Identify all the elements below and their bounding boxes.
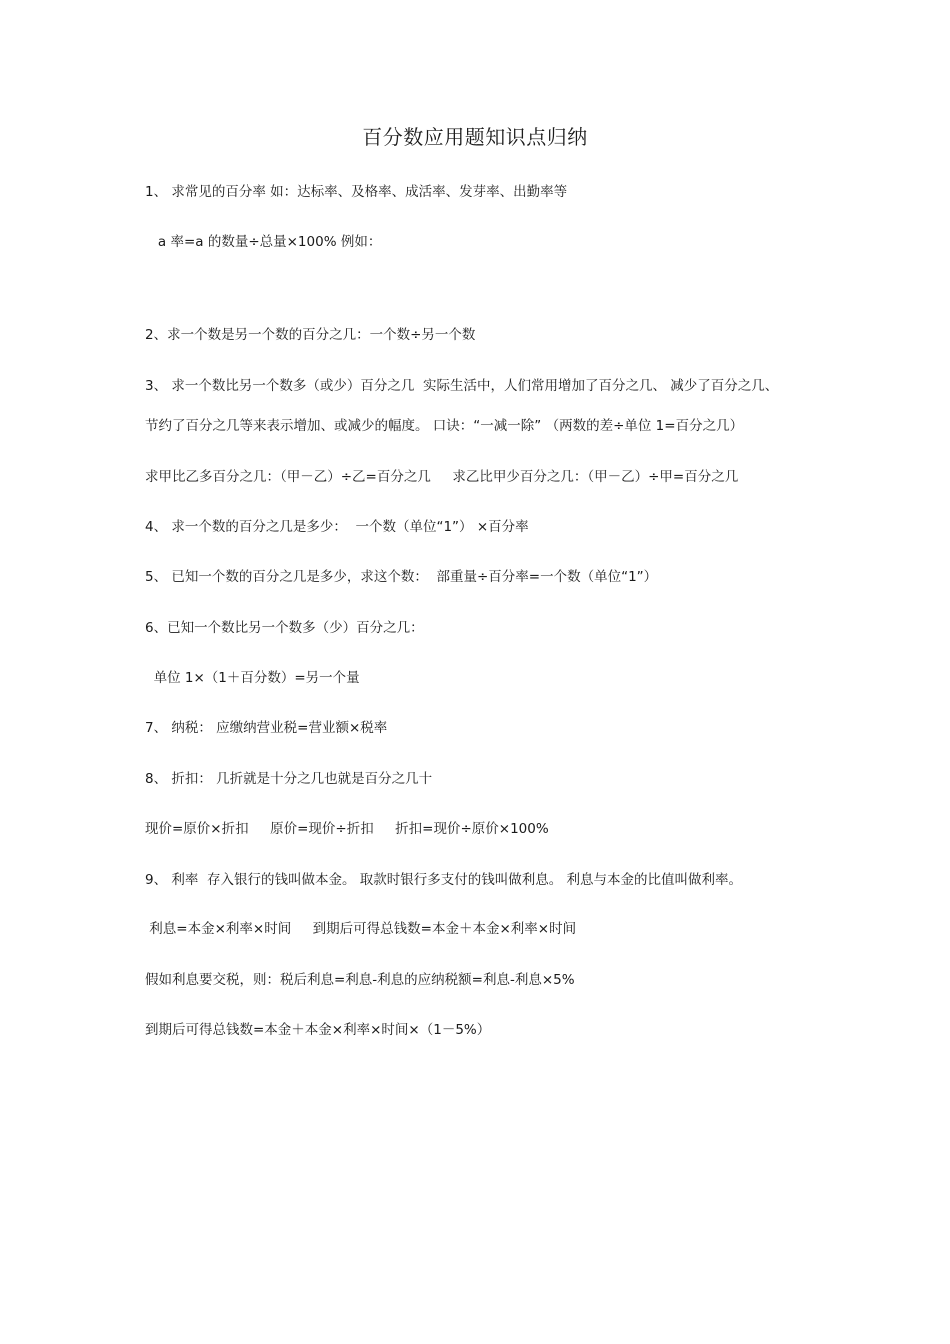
document-title: 百分数应用题知识点归纳 [362,125,588,149]
item-3-heading: 3、 求一个数比另一个数多（或少）百分之几 实际生活中，人们常用增加了百分之几、 减少了百分之几、 [145,378,779,394]
item-8-formulas: 现价=原价×折扣 原价=现价÷折扣 折扣=现价÷原价×100% [145,821,549,837]
item-9-heading: 9、 利率 存入银行的钱叫做本金。 取款时银行多支付的钱叫做利息。 利息与本金的比值叫做利率。 [145,872,743,888]
item-9-total-after-tax: 到期后可得总钱数=本金＋本金×利率×时间×（1－5%） [145,1022,491,1038]
item-7: 7、 纳税： 应缴纳营业税=营业额×税率 [145,720,388,736]
item-3-explanation: 节约了百分之几等来表示增加、或减少的幅度。 口诀：“一减一除” （两数的差÷单位 1=百分之几） [145,418,744,434]
item-5: 5、 已知一个数的百分之几是多少，求这个数： 部重量÷百分率=一个数（单位“1”） [145,569,658,585]
item-2: 2、求一个数是另一个数的百分之几：一个数÷另一个数 [145,327,476,343]
item-1-heading: 1、 求常见的百分率 如：达标率、及格率、成活率、发芽率、出勤率等 [145,184,568,200]
item-8-heading: 8、 折扣： 几折就是十分之几也就是百分之几十 [145,771,433,787]
item-9-formulas: 利息=本金×利率×时间 到期后可得总钱数=本金＋本金×利率×时间 [145,921,577,937]
item-3-formulas: 求甲比乙多百分之几：（甲－乙）÷乙=百分之几 求乙比甲少百分之几：（甲－乙）÷甲=百分之几 [145,469,739,485]
item-9-tax: 假如利息要交税，则：税后利息=利息-利息的应纳税额=利息-利息×5% [145,972,575,988]
item-6-heading: 6、已知一个数比另一个数多（少）百分之几： [145,620,424,636]
item-4: 4、 求一个数的百分之几是多少： 一个数（单位“1”） ×百分率 [145,519,529,535]
item-6-formula: 单位 1×（1＋百分数）=另一个量 [145,670,360,686]
item-1-formula: a 率=a 的数量÷总量×100% 例如： [145,234,382,250]
